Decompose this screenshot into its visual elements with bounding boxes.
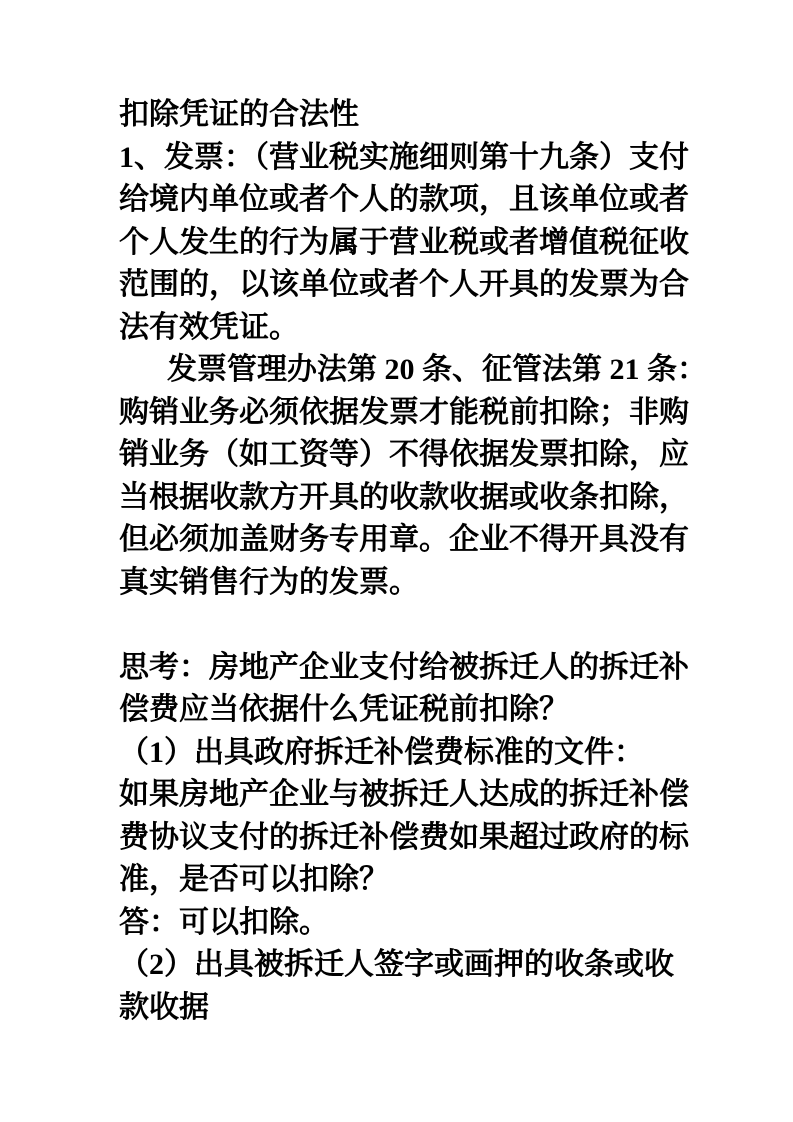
paragraph-heading xyxy=(119,94,689,137)
paragraph-answer-point-1 xyxy=(119,732,689,775)
paragraph-question xyxy=(119,647,689,732)
paragraph-invoice-definition xyxy=(119,137,689,350)
text-line: 1、发票：（营业税实施细则第十九条）支付 xyxy=(119,140,689,174)
text-line: 发票管理办法第 20 条、征管法第 21 条： xyxy=(167,353,707,386)
text-line: 答：可以扣除。 xyxy=(119,905,329,939)
text-line: 个人发生的行为属于营业税或者增值税征收 xyxy=(119,225,689,259)
text-line: （1）出具政府拆迁补偿费标准的文件： xyxy=(119,735,644,769)
paragraph-answer-reply xyxy=(119,902,689,945)
text-line: 偿费应当依据什么凭证税前扣除？ xyxy=(119,693,569,726)
paragraph-answer-point-2 xyxy=(119,944,689,1029)
text-line: 销业务（如工资等）不得依据发票扣除，应 xyxy=(119,438,689,471)
text-line: 费协议支付的拆迁补偿费如果超过政府的标 xyxy=(119,820,689,854)
document-content xyxy=(119,94,707,1029)
text-line: （2）出具被拆迁人签字或画押的收条或收 xyxy=(119,948,674,981)
text-line: 给境内单位或者个人的款项，且该单位或者 xyxy=(119,183,689,216)
text-line: 准，是否可以扣除？ xyxy=(119,863,389,896)
text-line: 法有效凭证。 xyxy=(119,310,299,344)
text-line: 思考：房地产企业支付给被拆迁人的拆迁补 xyxy=(119,650,689,684)
text-line: 范围的，以该单位或者个人开具的发票为合 xyxy=(119,268,689,301)
text-line: 如果房地产企业与被拆迁人达成的拆迁补偿 xyxy=(119,778,689,811)
text-line: 真实销售行为的发票。 xyxy=(119,565,419,599)
text-line: 购销业务必须依据发票才能税前扣除；非购 xyxy=(119,395,689,429)
paragraph-answer-point-1-detail xyxy=(119,774,689,902)
paragraph-spacer xyxy=(119,604,689,647)
text-line: 但必须加盖财务专用章。企业不得开具没有 xyxy=(119,523,689,556)
paragraph-invoice-management-rule xyxy=(119,349,707,604)
text-line: 款收据 xyxy=(119,990,209,1024)
text-line: 当根据收款方开具的收款收据或收条扣除， xyxy=(119,480,689,514)
text-line: 扣除凭证的合法性 xyxy=(119,98,359,131)
